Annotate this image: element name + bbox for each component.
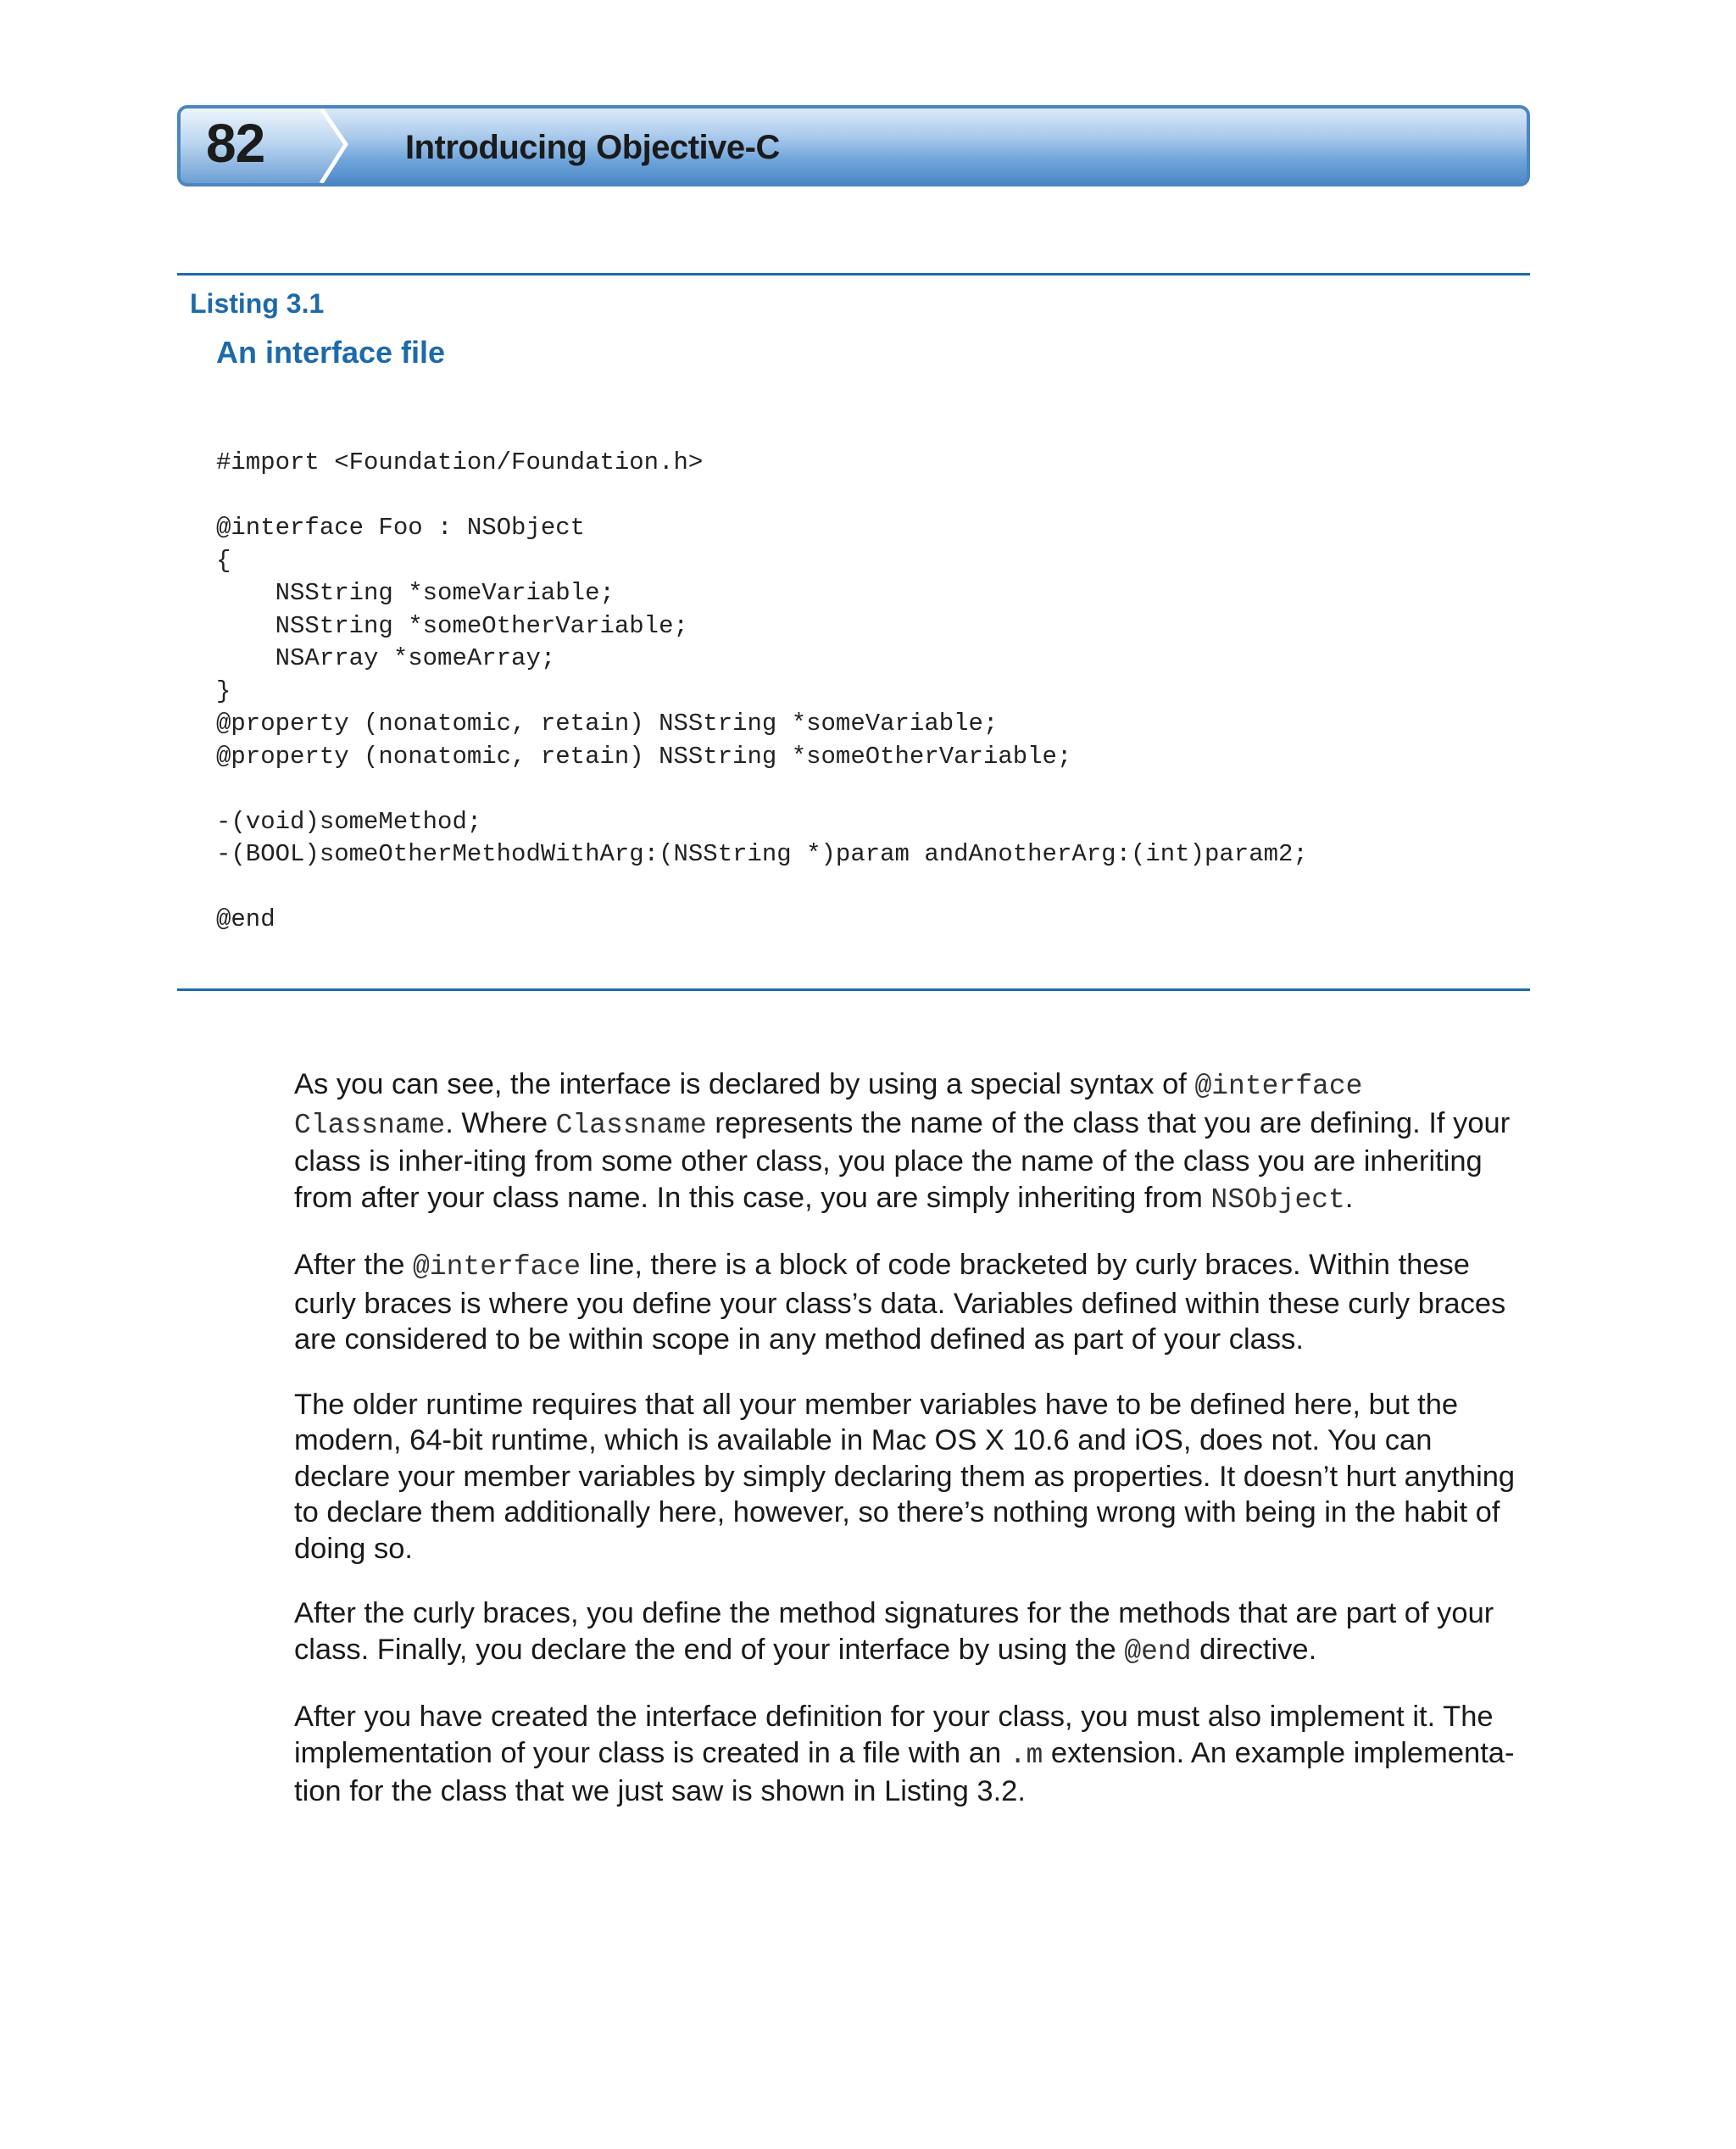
code-line: { bbox=[216, 546, 231, 575]
code-line: NSString *someOtherVariable; bbox=[216, 611, 688, 640]
code-line: -(void)someMethod; bbox=[216, 807, 482, 836]
inline-code: @end bbox=[1124, 1635, 1192, 1667]
code-line bbox=[216, 871, 1308, 905]
code-line: @property (nonatomic, retain) NSString *someVariable; bbox=[216, 710, 999, 738]
body-paragraph bbox=[294, 1387, 1532, 1567]
paragraph-text: represents the name of the class that you are defining. If your class is inher-iting from some other class, you place the name of the class you are inheriting from after your class name. In this case, you are simply inheriting from bbox=[294, 1106, 1511, 1214]
code-line: #import <Foundation/Foundation.h> bbox=[216, 448, 704, 476]
paragraph-text: directive. bbox=[1191, 1633, 1317, 1666]
body-paragraph bbox=[294, 1247, 1532, 1358]
paragraph-text: The older runtime requires that all your member variables have to be defined here, but the modern, 64-bit runtime, which is available in Mac OS X 10.6 and iOS, does not. You can declare your member variables by simply declaring them as properties. It doesn’t hurt anything to declare them additionally here, however, so there’s nothing wrong with being in the habit of doing so. bbox=[294, 1388, 1516, 1565]
body-paragraph bbox=[294, 1699, 1532, 1810]
body-text bbox=[294, 1066, 1532, 1839]
code-line bbox=[216, 480, 1308, 513]
paragraph-text: After the curly braces, you define the method signatures for the methods that are part of your class. Finally, you declare the end of your interface by using the bbox=[294, 1597, 1494, 1666]
inline-code: Classname bbox=[555, 1109, 707, 1141]
code-line: @interface Foo : NSObject bbox=[216, 514, 586, 542]
paragraph-text: After you have created the interface definition for your class, you must also implement it. The implementation of your class is created in a file with an bbox=[294, 1701, 1494, 1769]
paragraph-text: . Where bbox=[445, 1106, 556, 1139]
paragraph-text: As you can see, the interface is declared by using a special syntax of bbox=[294, 1068, 1195, 1100]
body-paragraph bbox=[294, 1595, 1532, 1670]
code-listing bbox=[216, 447, 1308, 937]
listing-bottom-rule bbox=[177, 988, 1530, 991]
listing-top-rule bbox=[177, 273, 1530, 276]
chapter-header-banner bbox=[177, 105, 1530, 187]
paragraph-text: . bbox=[1344, 1181, 1354, 1214]
listing-caption: An interface file bbox=[216, 335, 446, 370]
paragraph-text: line, there is a block of code bracketed by curly braces. Within these curly braces is where you define your class’s data. Variables defined within these curly braces are considered to be within scope in any method defined as part of your class. bbox=[294, 1249, 1506, 1356]
inline-code: @interface Classname bbox=[294, 1071, 1363, 1141]
code-line: -(BOOL)someOtherMethodWithArg:(NSString *)param andAnotherArg:(int)param2; bbox=[216, 840, 1308, 868]
body-paragraph bbox=[294, 1066, 1532, 1218]
page-number: 82 bbox=[206, 113, 265, 174]
paragraph-text: extension. An example implementa-tion for the class that we just saw is shown in Listing 3.2. bbox=[294, 1736, 1515, 1807]
inline-code: @interface bbox=[413, 1251, 581, 1283]
listing-label: Listing 3.1 bbox=[190, 288, 325, 319]
chapter-title: Introducing Objective-C bbox=[405, 129, 780, 166]
code-line: @end bbox=[216, 905, 275, 933]
code-line: @property (nonatomic, retain) NSString *someOtherVariable; bbox=[216, 742, 1072, 771]
code-line: NSArray *someArray; bbox=[216, 644, 556, 672]
paragraph-text: After the bbox=[294, 1249, 413, 1281]
inline-code: NSObject bbox=[1210, 1183, 1345, 1216]
code-line: } bbox=[216, 676, 231, 705]
inline-code: .m bbox=[1009, 1739, 1043, 1771]
code-line bbox=[216, 773, 1308, 806]
code-line: NSString *someVariable; bbox=[216, 579, 615, 607]
